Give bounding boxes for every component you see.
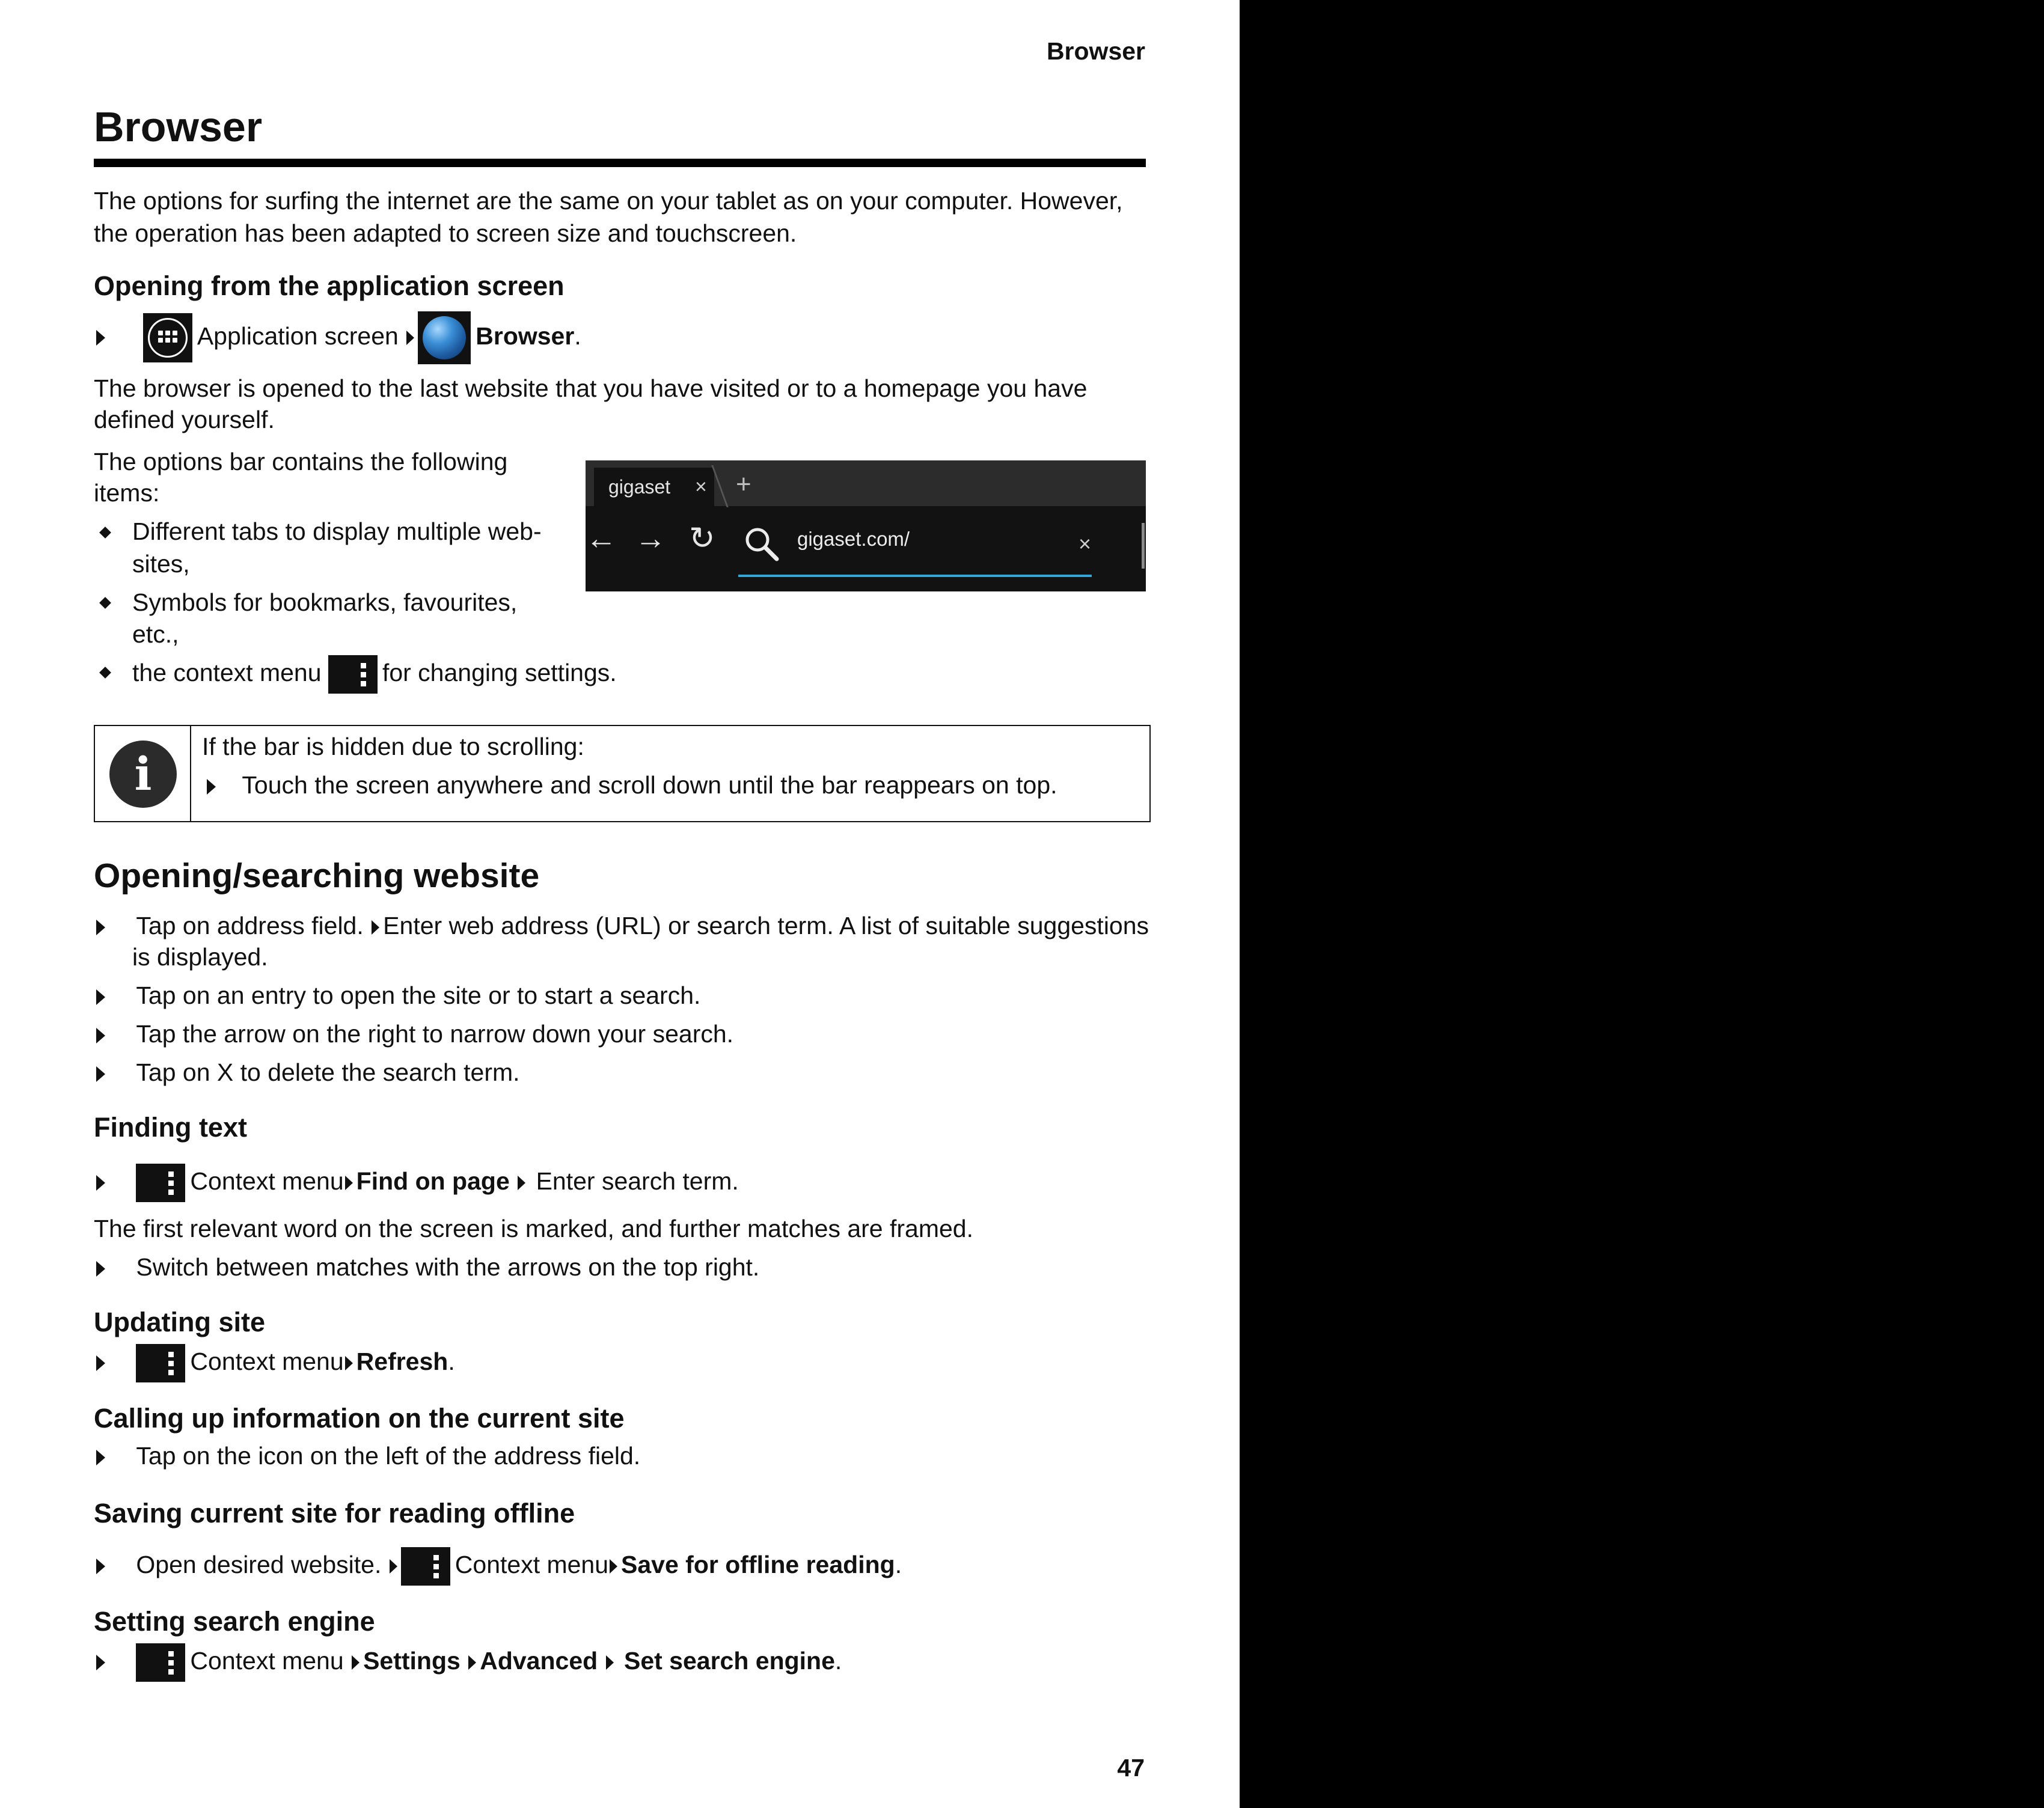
step-arrow-icon xyxy=(372,920,379,935)
back-arrow-icon[interactable]: ← xyxy=(586,521,617,556)
context-menu-icon[interactable] xyxy=(401,1547,450,1586)
heading-finding-text: Finding text xyxy=(94,1112,247,1143)
options-item-2a: Symbols for bookmarks, favourites, xyxy=(132,588,518,616)
refresh-step: Context menu Refresh. xyxy=(96,1342,455,1382)
options-intro-1: The options bar contains the following xyxy=(94,448,508,475)
page-number: 47 xyxy=(1117,1754,1145,1782)
bullet-icon xyxy=(99,597,111,609)
context-menu-icon[interactable] xyxy=(136,1164,185,1202)
browser-globe-icon[interactable] xyxy=(418,311,471,364)
bar-edge xyxy=(1142,523,1145,569)
search-engine-step: Context menu Settings Advanced Set search engine. xyxy=(96,1641,842,1682)
forward-arrow-icon[interactable]: → xyxy=(635,521,666,556)
application-screen-icon[interactable] xyxy=(143,313,192,362)
context-menu-icon[interactable] xyxy=(136,1643,185,1682)
opening-note-2: defined yourself. xyxy=(94,406,275,433)
page-title: Browser xyxy=(94,103,263,150)
new-tab-icon[interactable]: + xyxy=(736,469,751,499)
find-step: Context menu Find on page Enter search term. xyxy=(96,1161,739,1202)
running-header: Browser xyxy=(1046,37,1145,65)
step-arrow-icon xyxy=(96,330,105,346)
step-arrow-icon xyxy=(606,1655,614,1670)
search-step-4: Tap on X to delete the search term. xyxy=(96,1057,520,1089)
step-arrow-icon xyxy=(207,779,216,795)
step-arrow-icon xyxy=(406,331,414,345)
step-arrow-icon xyxy=(518,1176,525,1190)
options-item-3: the context menu for changing settings. xyxy=(132,653,617,694)
find-switch: Switch between matches with the arrows on the top right. xyxy=(96,1251,759,1283)
search-step-1: Tap on address field. Enter web address (URL) or search term. A list of suitable suggestions xyxy=(96,910,1149,942)
title-rule xyxy=(94,159,1146,167)
clear-url-icon[interactable]: × xyxy=(1079,531,1092,556)
browser-label: Browser xyxy=(476,322,575,350)
save-step: Open desired website. Context menu Save for offline reading. xyxy=(96,1545,902,1586)
heading-saving: Saving current site for reading offline xyxy=(94,1498,575,1529)
step-open-browser: Application screen Browser. xyxy=(96,309,581,364)
step-arrow-icon xyxy=(96,920,105,935)
bullet-icon xyxy=(99,667,111,679)
intro-line-1: The options for surfing the internet are the same on your tablet as on your computer. However, xyxy=(94,187,1123,215)
step-arrow-icon xyxy=(96,1450,105,1465)
context-menu-icon[interactable] xyxy=(136,1344,185,1382)
info-box xyxy=(94,725,1151,822)
step-arrow-icon xyxy=(96,1355,105,1371)
step-arrow-icon xyxy=(96,1261,105,1277)
search-icon[interactable] xyxy=(743,525,782,564)
step-arrow-icon xyxy=(468,1655,476,1670)
step-arrow-icon xyxy=(96,989,105,1005)
info-current-step: Tap on the icon on the left of the address field. xyxy=(96,1440,640,1472)
step-arrow-icon xyxy=(96,1175,105,1191)
step-arrow-icon xyxy=(96,1028,105,1043)
step-arrow-icon xyxy=(96,1559,105,1574)
info-box-divider xyxy=(190,726,191,821)
step-arrow-icon xyxy=(345,1356,353,1370)
heading-opening-searching: Opening/searching website xyxy=(94,857,540,895)
step-arrow-icon xyxy=(96,1066,105,1082)
opening-note-1: The browser is opened to the last website that you have visited or to a homepage you have xyxy=(94,374,1088,402)
application-screen-label: Application screen xyxy=(197,322,399,350)
info-icon: i xyxy=(109,741,177,808)
reload-icon[interactable]: ↻ xyxy=(689,521,715,556)
info-line-1: If the bar is hidden due to scrolling: xyxy=(202,733,584,760)
step-arrow-icon xyxy=(610,1559,617,1574)
address-field[interactable]: gigaset.com/ xyxy=(797,528,910,550)
search-step-1-cont: is displayed. xyxy=(132,943,268,971)
browser-options-bar-screenshot xyxy=(586,460,1146,591)
search-step-2: Tap on an entry to open the site or to start a search. xyxy=(96,980,700,1012)
info-line-2: Touch the screen anywhere and scroll down until the bar reappears on top. xyxy=(207,769,1057,801)
find-note: The first relevant word on the screen is marked, and further matches are framed. xyxy=(94,1215,973,1242)
bullet-icon xyxy=(99,527,111,539)
search-step-3: Tap the arrow on the right to narrow down your search. xyxy=(96,1018,733,1050)
tab-close-icon[interactable]: × xyxy=(695,475,707,498)
options-item-1a: Different tabs to display multiple web- xyxy=(132,518,542,545)
step-arrow-icon xyxy=(96,1655,105,1670)
options-intro-2: items: xyxy=(94,479,160,507)
heading-search-engine: Setting search engine xyxy=(94,1606,375,1637)
context-menu-icon[interactable] xyxy=(328,655,378,694)
heading-info-current: Calling up information on the current site xyxy=(94,1403,625,1434)
options-item-1b: sites, xyxy=(132,550,190,578)
address-underline xyxy=(738,575,1092,577)
options-item-2b: etc., xyxy=(132,620,179,648)
browser-tab[interactable] xyxy=(594,468,714,506)
step-arrow-icon xyxy=(352,1655,360,1670)
intro-line-2: the operation has been adapted to screen size and touchscreen. xyxy=(94,219,797,247)
step-arrow-icon xyxy=(390,1559,397,1574)
heading-opening: Opening from the application screen xyxy=(94,270,565,301)
tab-label: gigaset xyxy=(608,476,671,498)
heading-updating: Updating site xyxy=(94,1307,266,1337)
step-arrow-icon xyxy=(345,1176,353,1190)
